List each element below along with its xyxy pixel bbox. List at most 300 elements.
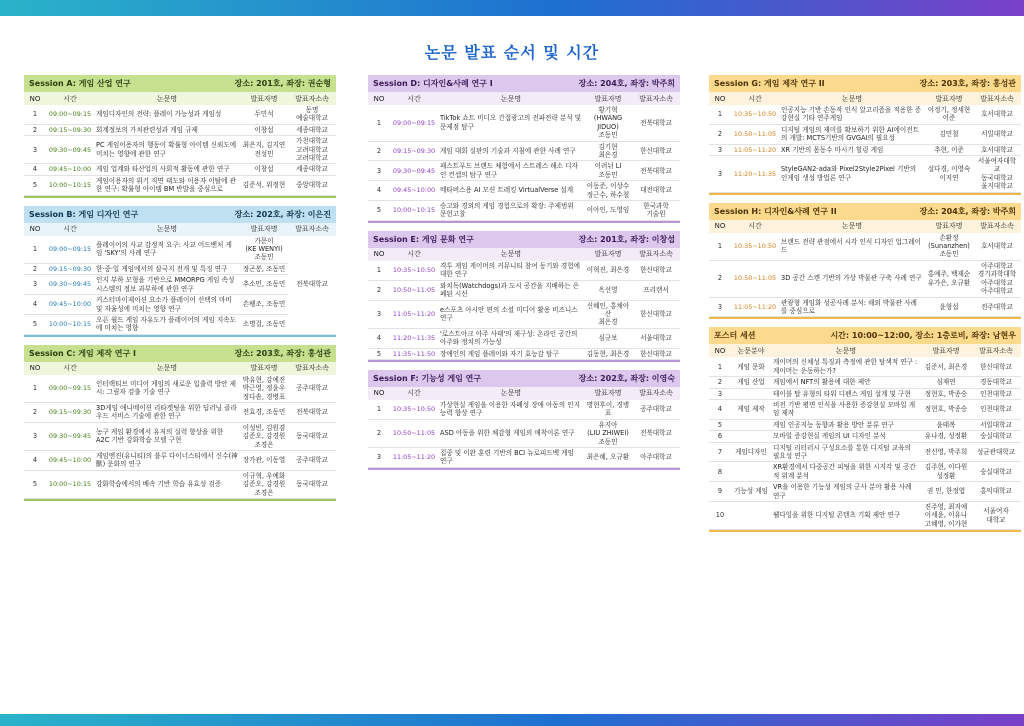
- row-paper-title: 회계정보의 가치관련성과 게임 규제: [94, 124, 240, 135]
- presenter-header: 발표자명: [584, 248, 632, 261]
- row-paper-title: 메타버스용 AI 모션 트레킹 VirtualVerse 설계: [438, 181, 584, 201]
- row-affiliation: 동명 예술대학교: [288, 105, 336, 124]
- row-number: 2: [368, 419, 390, 447]
- session-header: [24, 75, 336, 92]
- row-paper-title: 패스트푸드 브랜드 체험에서 스트레스 해소 디자인 컨셉의 탐구 연구: [438, 161, 584, 181]
- row-paper-title: XR 기반의 몸동수 마시기 힐링 게임: [779, 144, 925, 155]
- row-paper-title: 인지 부하 모형을 기반으로 MMORPG 게임 속성 시스템의 정보 과부하에 관한 연구: [94, 275, 240, 295]
- table-header-row: [709, 92, 1021, 105]
- row-paper-title: 승고와 경외의 게임 경험으로의 확장: 주제범위 문헌고찰: [438, 201, 584, 221]
- row-field: 게임디자인: [731, 442, 771, 462]
- row-presenter: 가문이 (KE WENYI) 조동민: [240, 236, 288, 264]
- row-affiliation: 전북대학교: [632, 161, 680, 181]
- table-row: [368, 161, 680, 181]
- table-header-row: [368, 387, 680, 400]
- row-presenter: 명현후이, 경병표: [584, 400, 632, 419]
- row-paper-title: TikTok 쇼트 비디오 간접광고의 전파전략 분석 및 문제점 탐구: [438, 105, 584, 141]
- time-header: 시간: [46, 92, 94, 105]
- row-affiliation: 전북대학교: [288, 236, 336, 335]
- table-row: [709, 357, 1021, 376]
- row-number: 1: [368, 261, 390, 280]
- row-paper-title: 3D게임 애니메이션 리타겟팅을 위한 딥러닝 클라우드 서비스 기술에 관한 연구: [94, 402, 240, 422]
- session-block: [24, 75, 336, 198]
- row-number: 4: [24, 450, 46, 470]
- row-affiliation: 동국대학교: [288, 470, 336, 498]
- row-presenter: 설다경, 이영숙 이지연: [925, 156, 973, 193]
- table-row: [24, 375, 336, 403]
- poster-session-block: [709, 327, 1021, 532]
- session-room-chair: 장소: 201호, 좌장: 이창섭: [578, 234, 675, 244]
- table-row: [709, 419, 1021, 430]
- row-field: [731, 388, 771, 399]
- session-block: [709, 75, 1021, 195]
- row-number: 1: [709, 233, 731, 261]
- row-affiliation: 프리랜서: [632, 280, 680, 300]
- session-room-chair: 장소: 204호, 좌장: 박주희: [578, 79, 675, 88]
- row-presenter: 김준서, 최은경: [921, 357, 971, 376]
- session-block: [368, 370, 680, 470]
- column-right: [709, 75, 1021, 540]
- row-paper-title: 게임엔진(유니티)의 블루 다이너스티에서 신수(神獸) 문화의 연구: [94, 450, 240, 470]
- row-presenter: 이아인, 도영임: [584, 201, 632, 221]
- row-presenter: 이정기, 정세현 이준: [925, 105, 973, 124]
- session-title: Session B: 게임 디자인 연구: [29, 209, 139, 219]
- row-number: 2: [709, 260, 731, 297]
- row-presenter: 이창섭: [240, 124, 288, 135]
- no-header: NO: [709, 220, 731, 233]
- table-row: [709, 144, 1021, 155]
- session-table: [368, 92, 680, 221]
- session-time-room-chair: 시간: 10:00~12:00, 장소: 1층로비, 좌장: 남현우: [830, 331, 1016, 341]
- row-time: 10:50~11:05: [390, 419, 438, 447]
- row-time: 10:50~11:05: [731, 260, 779, 297]
- row-affiliation: 공주대학교: [632, 400, 680, 419]
- row-time: 11:35~11:50: [390, 348, 438, 359]
- row-presenter: 전신영, 박주희: [921, 442, 971, 462]
- session-table: [24, 362, 336, 499]
- session-header: [24, 206, 336, 223]
- row-time: 09:15~09:30: [46, 263, 94, 274]
- session-title: Session E: 게임 문화 연구: [373, 234, 474, 244]
- row-paper-title: StyleGAN2-ada와 Pixel2Style2Pixel 기반의 인게임 생성 방법론 연구: [779, 156, 925, 193]
- table-row: [709, 124, 1021, 144]
- row-affiliation: 서울여자대학교 동국대학교 울지대학교: [973, 156, 1021, 193]
- session-table: [24, 92, 336, 196]
- row-presenter: 이동준, 이상수 정근수, 하수철: [584, 181, 632, 201]
- row-number: 3: [24, 275, 46, 295]
- row-affiliation: 호서대학교: [973, 144, 1021, 155]
- presenter-header: 발표자명: [240, 362, 288, 375]
- session-room-chair: 장소: 203호, 좌장: 홍성관: [919, 79, 1016, 88]
- row-time: 10:50~11:05: [390, 280, 438, 300]
- page-title: 논문 발표 순서 및 시간: [424, 43, 600, 62]
- affiliation-header: 발표자소속: [971, 344, 1021, 357]
- row-time: 09:45~10:00: [46, 450, 94, 470]
- row-affiliation: 한신대학교: [632, 348, 680, 359]
- no-header: NO: [368, 387, 390, 400]
- row-number: 1: [709, 357, 731, 376]
- session-header: [709, 75, 1021, 92]
- no-header: NO: [368, 92, 390, 105]
- row-paper-title: 게임디자인의 전략: 플레이 가능성과 게임성: [94, 105, 240, 124]
- table-row: [709, 399, 1021, 419]
- row-time: 11:05~11:20: [731, 144, 779, 155]
- row-presenter: 정현호, 박종승: [921, 388, 971, 399]
- session-block: [24, 345, 336, 501]
- row-presenter: 정현호, 박종승: [921, 399, 971, 419]
- row-time: 09:15~09:30: [46, 124, 94, 135]
- row-affiliation: 세종대학교: [288, 124, 336, 135]
- row-affiliation: 경동대학교: [971, 377, 1021, 388]
- table-header-row: [24, 223, 336, 236]
- table-row: [368, 419, 680, 447]
- row-paper-title: '로스트아크 아주 사태'의 재구성: 온라인 공간의 아주와 정치의 가능성: [438, 328, 584, 348]
- table-row: [368, 348, 680, 359]
- affiliation-header: 발표자소속: [632, 92, 680, 105]
- row-number: 5: [24, 314, 46, 334]
- table-row: [24, 136, 336, 164]
- row-presenter: 진주영, 최지예 이세윤, 이유나 고혜영, 이가현: [921, 502, 971, 530]
- row-paper-title: PC 게임이용자의 행동이 확률형 아이템 신뢰도에 미치는 영향에 관한 연구: [94, 136, 240, 164]
- row-presenter: 이규혁, 우예화 김준오, 강경원 조경은: [240, 470, 288, 498]
- row-number: 3: [709, 144, 731, 155]
- table-row: [368, 400, 680, 419]
- table-row: [368, 300, 680, 328]
- row-affiliation: 호서대학교: [973, 233, 1021, 261]
- table-row: [24, 402, 336, 422]
- table-row: [368, 201, 680, 221]
- session-block: [24, 206, 336, 337]
- row-number: 3: [24, 422, 46, 450]
- table-row: [709, 431, 1021, 442]
- row-affiliation: 전주대학교: [973, 297, 1021, 317]
- row-affiliation: 숭실대학교: [971, 462, 1021, 482]
- row-presenter: 추소민, 조동민: [240, 275, 288, 295]
- row-paper-title: XR환경에서 다중공간 피팅을 위한 시지각 및 공간적 위계 분석: [771, 462, 921, 482]
- table-row: [709, 105, 1021, 124]
- row-presenter: 장가관, 이동열: [240, 450, 288, 470]
- session-room-chair: 장소: 202호, 좌장: 이영숙: [578, 373, 675, 383]
- row-number: 3: [24, 136, 46, 164]
- row-paper-title: 격투 게임 게이머의 커뮤니티 참여 동기와 경험에 대한 연구: [438, 261, 584, 280]
- presenter-header: 발표자명: [584, 387, 632, 400]
- table-row: [709, 260, 1021, 297]
- row-time: 09:00~09:15: [46, 236, 94, 264]
- row-time: 10:00~10:15: [46, 314, 94, 334]
- table-row: [24, 470, 336, 498]
- row-affiliation: 대전대학교: [632, 181, 680, 201]
- session-header: [709, 203, 1021, 220]
- row-paper-title: 한·중·일 게임에서의 삼국지 전개 및 특징 연구: [94, 263, 240, 274]
- row-affiliation: 아주대학교: [632, 447, 680, 467]
- table-row: [368, 181, 680, 201]
- row-affiliation: 동국대학교: [288, 422, 336, 450]
- row-presenter: 윤형섭: [925, 297, 973, 317]
- row-affiliation: 한국과학 기술원: [632, 201, 680, 221]
- presenter-header: 발표자명: [925, 220, 973, 233]
- row-presenter: 최은혜, 오규환: [584, 447, 632, 467]
- session-table: [24, 223, 336, 335]
- row-presenter: 유지아 (LIU ZHIWEI) 조동민: [584, 419, 632, 447]
- affiliation-header: 발표자소속: [973, 220, 1021, 233]
- session-title: Session C: 게임 제작 연구 I: [29, 348, 136, 358]
- row-presenter: 전효경, 조동민: [240, 402, 288, 422]
- column-left: [24, 75, 336, 509]
- row-paper-title: 집중 및 이완 훈련 기반의 BCI 뉴로피드백 게임 연구: [438, 447, 584, 467]
- title-header: 논문명: [779, 220, 925, 233]
- session-room-chair: 장소: 201호, 좌장: 권순형: [234, 79, 331, 88]
- row-paper-title: 게임이용자의 위기 직면 태도와 이용자 이탈에 관한 연구: 확률형 아이템 BM 반발을 중심으로: [94, 175, 240, 195]
- row-field: [731, 431, 771, 442]
- row-paper-title: 인공지능 기반 손동작 인식 알고리즘을 적용한 증강현실 기타 연주게임: [779, 105, 925, 124]
- row-number: 9: [709, 482, 731, 502]
- row-presenter: 김준석, 위정현: [240, 175, 288, 195]
- table-row: [709, 502, 1021, 530]
- row-paper-title: 오픈 월드 게임 자유도가 플레이어의 게임 지속도에 미치는 영향: [94, 314, 240, 334]
- title-header: 논문명: [779, 92, 925, 105]
- session-title: 포스터 세션: [714, 331, 756, 341]
- row-time: 11:05~11:20: [731, 297, 779, 317]
- row-affiliation: 인천대학교: [971, 399, 1021, 419]
- row-time: 10:35~10:50: [390, 400, 438, 419]
- row-time: 11:05~11:20: [390, 300, 438, 328]
- table-header-row: [24, 92, 336, 105]
- row-affiliation: 성균관대학교: [971, 442, 1021, 462]
- row-number: 8: [709, 462, 731, 482]
- row-paper-title: 비전 기반 평면 인식을 사용한 증강현실 모바일 게임 제작: [771, 399, 921, 419]
- row-number: 2: [368, 141, 390, 161]
- row-field: 기능성 게임: [731, 482, 771, 502]
- row-presenter: 이혁진, 최은경: [584, 261, 632, 280]
- row-paper-title: 게이머의 신체성 특징과 측정에 관한 탐색적 연구 : 게이머는 운동하는가?: [771, 357, 921, 376]
- row-affiliation: 한신대학교: [632, 141, 680, 161]
- table-row: [368, 141, 680, 161]
- time-header: 시간: [390, 92, 438, 105]
- row-number: 5: [24, 175, 46, 195]
- row-paper-title: 장애인의 게임 플레이와 자기 효능감 탐구: [438, 348, 584, 359]
- row-field: 게임 산업: [731, 377, 771, 388]
- table-header-row: [24, 362, 336, 375]
- time-header: 시간: [390, 248, 438, 261]
- title-header: 논문명: [94, 223, 240, 236]
- presenter-header: 발표자명: [925, 92, 973, 105]
- time-header: 시간: [731, 92, 779, 105]
- title-header: 논문명: [771, 344, 921, 357]
- row-presenter: 손팽조, 조동민: [240, 295, 288, 315]
- row-time: 10:35~10:50: [390, 261, 438, 280]
- session-header: [368, 231, 680, 248]
- affiliation-header: 발표자소속: [973, 92, 1021, 105]
- row-number: 4: [368, 181, 390, 201]
- row-number: 4: [24, 295, 46, 315]
- row-number: 5: [709, 419, 731, 430]
- row-presenter: 윤태복: [921, 419, 971, 430]
- row-affiliation: 홍익대학교: [971, 482, 1021, 502]
- no-header: NO: [709, 344, 731, 357]
- session-block: [368, 75, 680, 223]
- time-header: 시간: [46, 223, 94, 236]
- row-number: 10: [709, 502, 731, 530]
- row-presenter: 이려뉘 LI 조동민: [584, 161, 632, 181]
- row-paper-title: 테이블 탑 유형의 타워 디펜스 게임 설계 및 구현: [771, 388, 921, 399]
- session-room-chair: 장소: 203호, 좌장: 홍성관: [234, 348, 331, 358]
- affiliation-header: 발표자소속: [632, 387, 680, 400]
- session-title: Session G: 게임 제작 연구 II: [714, 79, 825, 88]
- row-presenter: 박유현, 강예진 박근영, 정윤우 정다솜, 경병표: [240, 375, 288, 403]
- row-time: 09:45~10:00: [46, 164, 94, 175]
- field-header: 논문분야: [731, 344, 771, 357]
- session-header: [24, 345, 336, 362]
- session-title: Session F: 기능성 게임 연구: [373, 373, 482, 383]
- row-paper-title: 게임 인공지능 동향과 활용 방안 분류 연구: [771, 419, 921, 430]
- session-title: Session A: 게임 산업 연구: [29, 79, 131, 88]
- row-paper-title: 디지털 리터러시 구성요소를 통한 디지털 교육의 필요성 연구: [771, 442, 921, 462]
- row-number: 1: [709, 105, 731, 124]
- row-number: 2: [24, 402, 46, 422]
- row-number: 3: [709, 297, 731, 317]
- presenter-header: 발표자명: [584, 92, 632, 105]
- row-paper-title: e스포츠 아시안 편의 소셜 미디어 활용 비즈니스 연구: [438, 300, 584, 328]
- row-time: 09:15~09:30: [46, 402, 94, 422]
- row-presenter: 권 민, 한정엽: [921, 482, 971, 502]
- row-number: 3: [368, 300, 390, 328]
- row-presenter: 정곤봉, 조동민: [240, 263, 288, 274]
- table-header-row: [368, 92, 680, 105]
- row-affiliation: 아주대학교 경기과학대학 아주대학교 아주대학교: [973, 260, 1021, 297]
- table-row: [709, 156, 1021, 193]
- row-affiliation: 공주대학교: [288, 375, 336, 403]
- row-time: 11:05~11:20: [390, 447, 438, 467]
- table-row: [368, 105, 680, 141]
- row-field: 게임 제작: [731, 399, 771, 419]
- row-paper-title: 강화학습에서의 배속 기반 학습 유효성 검증: [94, 470, 240, 498]
- session-header: [368, 75, 680, 92]
- row-affiliation: 전북대학교: [288, 402, 336, 422]
- row-presenter: 신혜인, 홍채아산 최은경: [584, 300, 632, 328]
- row-affiliation: 호서대학교: [973, 105, 1021, 124]
- row-affiliation: 서일대학교: [973, 124, 1021, 144]
- title-header: 논문명: [438, 387, 584, 400]
- row-time: 11:20~11:35: [731, 156, 779, 193]
- table-row: [709, 482, 1021, 502]
- table-row: [24, 105, 336, 124]
- row-presenter: 황기혁 (HWANG JIDUO) 조동민: [584, 105, 632, 141]
- table-row: [709, 233, 1021, 261]
- row-number: 3: [368, 161, 390, 181]
- row-affiliation: 서울대학교: [632, 328, 680, 348]
- row-presenter: 김민철: [925, 124, 973, 144]
- row-paper-title: 와치독(Watchdogs)과 도시 공간을 지배하는 은폐된 시선: [438, 280, 584, 300]
- row-field: 게임 문화: [731, 357, 771, 376]
- row-affiliation: 공주대학교: [288, 450, 336, 470]
- session-title: Session D: 디자인&사례 연구 I: [373, 79, 493, 88]
- table-header-row: [709, 220, 1021, 233]
- row-number: 7: [709, 442, 731, 462]
- row-paper-title: 커스터마이제이션 요소가 플레이어 선택의 마비 및 자율성에 미치는 영향 연구: [94, 295, 240, 315]
- presenter-header: 발표자명: [921, 344, 971, 357]
- row-paper-title: 가상현실 게임을 이용한 자폐성 장애 아동의 인지능력 향상 연구: [438, 400, 584, 419]
- row-presenter: 홍예주, 백재순 유가은, 오규환: [925, 260, 973, 297]
- row-presenter: 김기현 최은경: [584, 141, 632, 161]
- row-affiliation: 한신대학교: [632, 300, 680, 328]
- row-presenter: 추현, 이준: [925, 144, 973, 155]
- row-number: 2: [368, 280, 390, 300]
- session-block: [368, 231, 680, 362]
- session-block: [709, 203, 1021, 320]
- row-time: 10:00~10:15: [46, 175, 94, 195]
- row-number: 2: [24, 124, 46, 135]
- table-header-row: [709, 344, 1021, 357]
- row-number: 1: [24, 236, 46, 264]
- affiliation-header: 발표자소속: [288, 223, 336, 236]
- row-time: 09:15~09:30: [390, 141, 438, 161]
- session-header: [709, 327, 1021, 344]
- row-affiliation: 전북대학교: [632, 105, 680, 141]
- row-presenter: 유나경, 성정환: [921, 431, 971, 442]
- row-presenter: 최은지, 김지연 전성민: [240, 136, 288, 164]
- row-number: 4: [24, 164, 46, 175]
- no-header: NO: [24, 362, 46, 375]
- table-row: [368, 280, 680, 300]
- presenter-header: 발표자명: [240, 223, 288, 236]
- table-row: [24, 422, 336, 450]
- title-header: 논문명: [94, 92, 240, 105]
- row-paper-title: 농구 게임 환경에서 유저의 실력 향상을 위한 A2C 기반 강화학습 모델 구현: [94, 422, 240, 450]
- session-room-chair: 장소: 202호, 좌장: 이은진: [234, 209, 331, 219]
- row-number: 2: [709, 124, 731, 144]
- table-row: [709, 377, 1021, 388]
- row-number: 5: [368, 201, 390, 221]
- row-affiliation: 숭실대학교: [971, 431, 1021, 442]
- row-paper-title: 브랜드 전략 관점에서 시각 인식 디자인 업그레이드: [779, 233, 925, 261]
- row-paper-title: 3D 공간 스캔 기반의 가상 박물관 구축 사례 연구: [779, 260, 925, 297]
- no-header: NO: [24, 92, 46, 105]
- affiliation-header: 발표자소속: [288, 92, 336, 105]
- session-room-chair: 장소: 204호, 좌장: 박주희: [919, 206, 1016, 216]
- row-number: 4: [709, 399, 731, 419]
- row-paper-title: 게임 대회 실판의 기술과 지침에 관한 사례 연구: [438, 141, 584, 161]
- row-number: 3: [368, 447, 390, 467]
- row-field: [731, 419, 771, 430]
- row-time: 09:30~09:45: [46, 422, 94, 450]
- time-header: 시간: [731, 220, 779, 233]
- row-time: 10:50~11:05: [731, 124, 779, 144]
- row-presenter: 소명걸, 조동민: [240, 314, 288, 334]
- row-number: 1: [368, 105, 390, 141]
- row-number: 5: [368, 348, 390, 359]
- table-row: [24, 124, 336, 135]
- row-time: 09:00~09:15: [46, 375, 94, 403]
- row-affiliation: 서울여자 대학교: [971, 502, 1021, 530]
- row-presenter: 옥선영: [584, 280, 632, 300]
- row-number: 1: [24, 375, 46, 403]
- table-row: [709, 297, 1021, 317]
- poster-table: [709, 344, 1021, 530]
- session-table: [709, 220, 1021, 318]
- row-paper-title: 모바일 증강현실 게임의 UI 디자인 분석: [771, 431, 921, 442]
- bottom-gradient-bar: [0, 714, 1024, 726]
- session-table: [368, 248, 680, 360]
- row-time: 10:00~10:15: [390, 201, 438, 221]
- row-presenter: 손환정 (Sunanzhen) 조동민: [925, 233, 973, 261]
- row-paper-title: 웰다잉을 위한 디지털 콘텐츠 기획 제안 연구: [771, 502, 921, 530]
- row-affiliation: 인천대학교: [971, 388, 1021, 399]
- row-presenter: 김주현, 이다원 성정환: [921, 462, 971, 482]
- row-presenter: 두민석: [240, 105, 288, 124]
- row-time: 09:30~09:45: [390, 161, 438, 181]
- row-paper-title: 게임 업계와 타산업의 사회적 활동에 관한 연구: [94, 164, 240, 175]
- table-row: [709, 388, 1021, 399]
